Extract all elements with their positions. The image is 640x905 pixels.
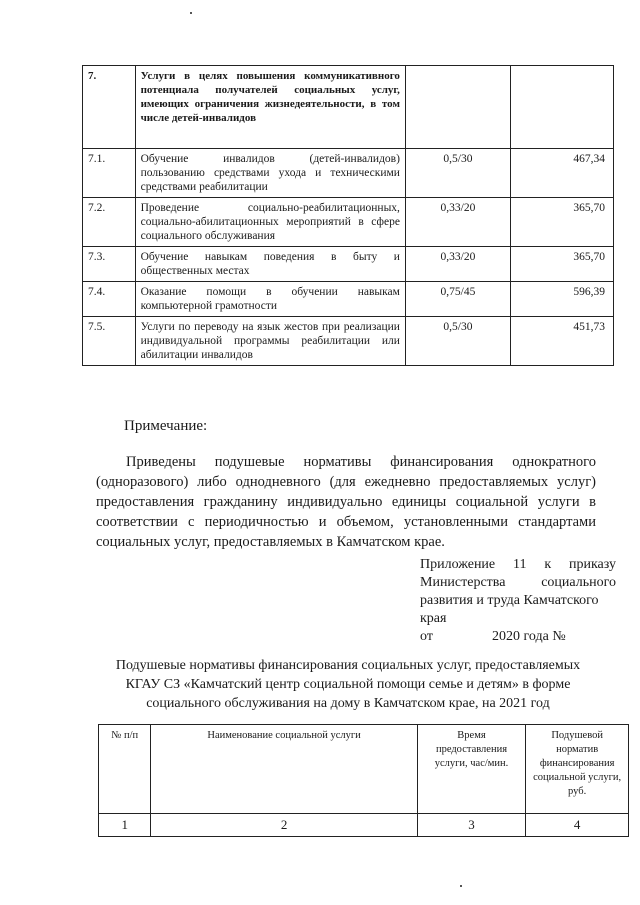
appendix-line: Приложение 11 к приказу bbox=[420, 557, 616, 572]
column-number: 2 bbox=[151, 814, 417, 837]
time-cell: 0,75/45 bbox=[405, 282, 510, 317]
appendix-block bbox=[420, 556, 616, 646]
column-header: Время предоставления услуги, час/мин. bbox=[417, 725, 526, 814]
heading-line: социального обслуживания на дому в Камчатском крае, на 2021 год bbox=[146, 696, 550, 711]
table-row bbox=[99, 814, 629, 837]
row-number: 7.4. bbox=[83, 282, 136, 317]
appendix-line: Министерства социального bbox=[420, 575, 616, 590]
column-header: Подушевой норматив финансирования социальной услуги, руб. bbox=[526, 725, 629, 814]
table-row bbox=[83, 198, 614, 247]
section-title: Услуги в целях повышения коммуникативного потенциала получателей социальных услуг, имеющих ограничения жизнедеятельности, в том числе детей-инвалидов bbox=[135, 66, 405, 149]
table-row bbox=[83, 66, 614, 149]
appendix-date-prefix: от bbox=[420, 629, 433, 644]
time-cell: 0,33/20 bbox=[405, 247, 510, 282]
row-number: 7.1. bbox=[83, 149, 136, 198]
appendix-line: развития и труда Камчатского bbox=[420, 593, 599, 608]
appendix-date-line bbox=[420, 628, 616, 646]
cost-cell: 365,70 bbox=[510, 247, 613, 282]
norms-table bbox=[98, 724, 629, 837]
note-title: Примечание: bbox=[124, 418, 208, 434]
table-row bbox=[83, 149, 614, 198]
heading-line: КГАУ СЗ «Камчатский центр социальной помощи семье и детям» в форме bbox=[125, 677, 571, 692]
heading-line: Подушевые нормативы финансирования социальных услуг, предоставляемых bbox=[115, 658, 581, 673]
column-number: 3 bbox=[417, 814, 526, 837]
row-number: 7.5. bbox=[83, 317, 136, 366]
table-row bbox=[83, 317, 614, 366]
time-cell: 0,33/20 bbox=[405, 198, 510, 247]
appendix-date-suffix: 2020 года № bbox=[492, 629, 566, 644]
cost-cell: 365,70 bbox=[510, 198, 613, 247]
cost-cell: 451,73 bbox=[510, 317, 613, 366]
column-number: 1 bbox=[99, 814, 151, 837]
column-header: № п/п bbox=[99, 725, 151, 814]
services-table bbox=[82, 65, 614, 366]
row-number: 7.2. bbox=[83, 198, 136, 247]
scan-dot bbox=[460, 885, 462, 887]
appendix-line: края bbox=[420, 611, 447, 626]
service-name: Оказание помощи в обучении навыкам компьютерной грамотности bbox=[135, 282, 405, 317]
service-name: Обучение инвалидов (детей-инвалидов) пользованию средствами ухода и техническими средствами реабилитации bbox=[135, 149, 405, 198]
column-number: 4 bbox=[526, 814, 629, 837]
table-header-row bbox=[99, 725, 629, 814]
table-row bbox=[83, 282, 614, 317]
scan-dot bbox=[190, 12, 192, 14]
document-heading bbox=[82, 656, 614, 713]
cost-cell: 596,39 bbox=[510, 282, 613, 317]
service-name: Услуги по переводу на язык жестов при реализации индивидуальной программы реабилитации или абилитации инвалидов bbox=[135, 317, 405, 366]
time-cell: 0,5/30 bbox=[405, 149, 510, 198]
row-number: 7. bbox=[83, 66, 136, 149]
row-number: 7.3. bbox=[83, 247, 136, 282]
note-text: Приведены подушевые нормативы финансирования однократного (одноразового) либо однодневного (для ежедневно предоставляемых услуг) предоставления гражданину индивидуально единицы социальной услуги в соответствии с периодичностью и объемом, установленными стандартами социальных услуг, предоставляемых в Камчатском крае. bbox=[96, 454, 596, 550]
service-name: Проведение социально-реабилитационных, социально-абилитационных мероприятий в сфере социального обслуживания bbox=[135, 198, 405, 247]
cost-cell bbox=[510, 66, 613, 149]
time-cell: 0,5/30 bbox=[405, 317, 510, 366]
service-name: Обучение навыкам поведения в быту и общественных местах bbox=[135, 247, 405, 282]
column-header: Наименование социальной услуги bbox=[151, 725, 417, 814]
cost-cell: 467,34 bbox=[510, 149, 613, 198]
time-cell bbox=[405, 66, 510, 149]
table-row bbox=[83, 247, 614, 282]
